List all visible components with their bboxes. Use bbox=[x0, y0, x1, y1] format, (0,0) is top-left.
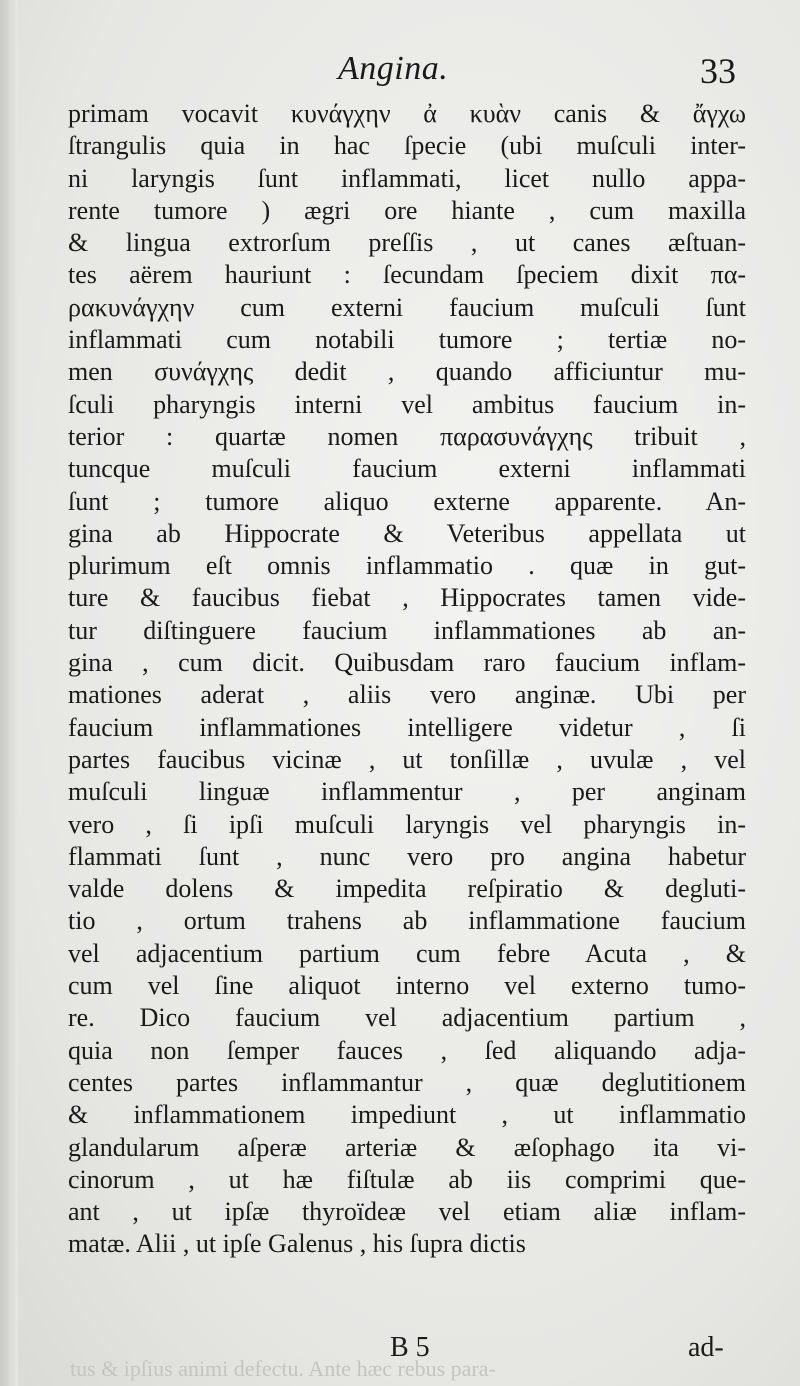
text-line: ſtrangulis quia in hac ſpecie (ubi muſculi inter- bbox=[68, 131, 746, 161]
text-line: ſculi pharyngis interni vel ambitus faucium in- bbox=[68, 389, 746, 419]
text-line: & lingua extrorſum preſſis , ut canes æſtuan- bbox=[68, 228, 746, 258]
text-line: vel adjacentium partium cum febre Acuta , & bbox=[68, 938, 746, 968]
text-line: cum vel ſine aliquot interno vel externo tumo- bbox=[68, 971, 746, 1001]
text-line: flammati ſunt , nunc vero pro angina habetur bbox=[68, 841, 746, 871]
text-line: tur diſtinguere faucium inflammationes ab an- bbox=[68, 615, 746, 645]
text-line: primam vocavit κυνάγχην ἀ κυὰν canis & ἄγχω bbox=[68, 99, 746, 128]
text-line: matæ. Alii , ut ipſe Galenus , his ſupra dictis bbox=[68, 1229, 526, 1259]
text-line: plurimum eſt omnis inflammatio . quæ in gut- bbox=[68, 551, 746, 581]
text-line: tuncque muſculi faucium externi inflammati bbox=[68, 454, 746, 484]
page-edge-shadow bbox=[0, 0, 18, 1386]
text-line: tio , ortum trahens ab inflammatione faucium bbox=[68, 906, 746, 936]
text-line: gina ab Hippocrate & Veteribus appellata ut bbox=[68, 518, 746, 548]
text-line: men συνάγχης dedit , quando afficiuntur mu- bbox=[68, 357, 746, 387]
running-title: Angina. bbox=[338, 50, 449, 87]
text-line: ſunt ; tumore aliquo externe apparente. An- bbox=[68, 486, 746, 516]
text-line: quia non ſemper fauces , ſed aliquando adja- bbox=[68, 1035, 746, 1065]
text-line: cinorum , ut hæ fiſtulæ ab iis comprimi que- bbox=[68, 1164, 746, 1194]
show-through-text: tus & ipſius animi defectu. Ante hæc rebus para- bbox=[70, 1356, 496, 1381]
text-line: re. Dico faucium vel adjacentium partium , bbox=[68, 1003, 746, 1033]
page-number: 33 bbox=[700, 51, 736, 91]
text-line: & inflammationem impediunt , ut inflammatio bbox=[68, 1100, 746, 1130]
catchword: ad- bbox=[688, 1332, 724, 1363]
text-line: valde dolens & impedita reſpiratio & degluti- bbox=[68, 874, 746, 904]
page-footer bbox=[0, 1332, 800, 1376]
text-line: terior : quartæ nomen παρασυνάγχης tribuit , bbox=[68, 421, 746, 451]
text-line: vero , ſi ipſi muſculi laryngis vel pharyngis in- bbox=[68, 809, 746, 839]
text-line: ni laryngis ſunt inflammati, licet nullo appa- bbox=[68, 163, 746, 193]
text-line: gina , cum dicit. Quibusdam raro faucium inflam- bbox=[68, 648, 746, 678]
text-line: mationes aderat , aliis vero anginæ. Ubi per bbox=[68, 680, 746, 710]
signature-mark: B 5 bbox=[390, 1332, 430, 1363]
text-line: rente tumore ) ægri ore hiante , cum maxilla bbox=[68, 195, 746, 225]
text-line: partes faucibus vicinæ , ut tonſillæ , uvulæ , vel bbox=[68, 744, 746, 774]
text-line: muſculi linguæ inflammentur , per anginam bbox=[68, 777, 746, 807]
text-line: tes aërem hauriunt : ſecundam ſpeciem dixit πα- bbox=[68, 260, 746, 290]
body-text bbox=[68, 98, 746, 1261]
text-line: centes partes inflammantur , quæ deglutitionem bbox=[68, 1067, 746, 1097]
text-line: glandularum aſperæ arteriæ & æſophago ita vi- bbox=[68, 1132, 746, 1162]
text-line: ant , ut ipſæ thyroïdeæ vel etiam aliæ inflam- bbox=[68, 1197, 746, 1227]
text-line: ture & faucibus fiebat , Hippocrates tamen vide- bbox=[68, 583, 746, 613]
text-line: ρακυνάγχην cum externi faucium muſculi ſunt bbox=[68, 292, 746, 322]
text-line: faucium inflammationes intelligere videtur , ſi bbox=[68, 712, 746, 742]
text-line: inflammati cum notabili tumore ; tertiæ no- bbox=[68, 325, 746, 355]
